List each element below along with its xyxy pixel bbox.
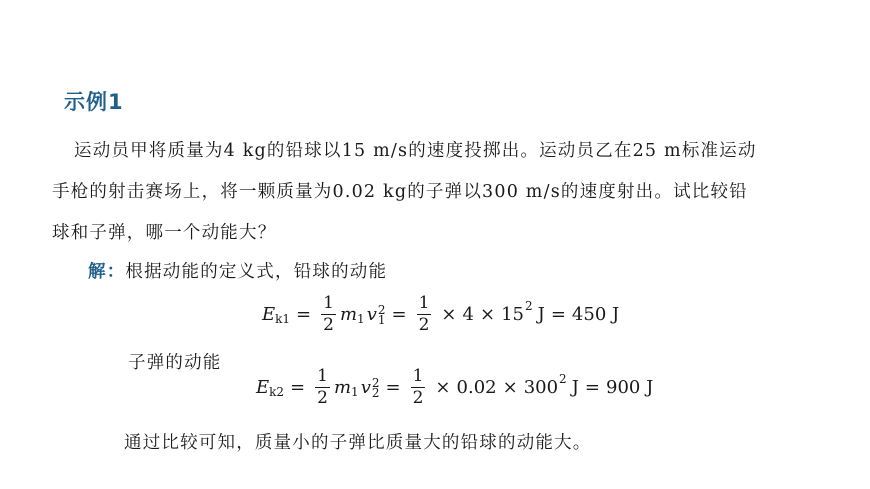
eq2-mass: 0.02 xyxy=(456,376,497,398)
eq1-m: m xyxy=(339,303,358,325)
problem-line-3: 球和子弹，哪一个动能大？ xyxy=(52,223,277,243)
eq1-half-fraction-2 xyxy=(417,293,432,336)
eq2-v-sup: 2 xyxy=(371,376,380,390)
eq1-lhs-symbol: E xyxy=(262,303,276,325)
eq1-equals-2: = xyxy=(391,303,407,325)
eq2-half-fraction xyxy=(315,366,330,409)
eq1-times-1: × xyxy=(441,303,457,325)
eq1-frac-den: 2 xyxy=(323,314,334,335)
eq1-unit: J xyxy=(537,303,545,325)
eq1-result: 450 J xyxy=(571,303,620,325)
eq2-times-1: × xyxy=(435,376,451,398)
eq1-mass: 4 xyxy=(462,303,474,325)
eq1-v: v xyxy=(366,303,377,325)
problem-line-2: 手枪的射击赛场上，将一颗质量为0.02 kg的子弹以300 m/s的速度射出。试比较铅 xyxy=(52,182,748,202)
eq1-frac-num: 1 xyxy=(323,292,334,313)
eq1-frac2-den: 2 xyxy=(418,314,430,335)
eq2-equals: = xyxy=(290,376,306,398)
conclusion-text: 通过比较可知，质量小的子弹比质量大的铅球的动能大。 xyxy=(124,433,592,453)
eq2-equals-2: = xyxy=(385,376,401,398)
eq2-v: v xyxy=(360,376,371,398)
eq1-speed-sup: 2 xyxy=(524,299,533,313)
bullet-ke-label: 子弹的动能 xyxy=(128,353,222,373)
example-title: 示例1 xyxy=(64,90,124,114)
solution-label: 解： xyxy=(88,262,126,282)
solution-intro: 根据动能的定义式，铅球的动能 xyxy=(125,262,388,282)
eq2-frac2-den: 2 xyxy=(412,387,424,408)
eq1-m-sub: 1 xyxy=(357,312,365,326)
eq1-frac2-num: 1 xyxy=(418,292,430,313)
eq2-frac-den: 2 xyxy=(317,387,328,408)
eq1-times-2: × xyxy=(479,303,496,325)
eq1-half-fraction xyxy=(321,293,336,336)
eq2-lhs-symbol: E xyxy=(256,376,270,398)
eq1-v-sub: 1 xyxy=(377,313,386,327)
eq2-unit: J xyxy=(571,376,579,398)
solution-heading xyxy=(88,258,387,283)
eq2-lhs-sub: k2 xyxy=(269,385,285,399)
eq1-v-scripts xyxy=(378,305,386,325)
eq1-equals: = xyxy=(296,303,312,325)
eq2-v-sub: 2 xyxy=(371,386,380,400)
eq1-v-sup: 2 xyxy=(377,303,386,317)
eq2-m-sub: 1 xyxy=(351,385,359,399)
eq2-result: 900 J xyxy=(606,376,654,398)
problem-line-1: 运动员甲将质量为4 kg的铅球以15 m/s的速度投掷出。运动员乙在25 m标准运动 xyxy=(74,141,757,161)
eq2-m: m xyxy=(333,376,352,398)
eq2-half-fraction-2 xyxy=(411,366,426,409)
eq2-speed: 300 xyxy=(523,376,559,398)
equation-bullet xyxy=(256,362,653,412)
eq1-lhs-sub: k1 xyxy=(275,312,291,326)
equation-shot-put xyxy=(262,289,619,339)
eq2-frac2-num: 1 xyxy=(412,365,424,386)
problem-text xyxy=(52,131,838,254)
eq1-speed: 15 xyxy=(501,303,524,325)
eq1-equals-3: = xyxy=(550,303,566,325)
eq2-equals-3: = xyxy=(584,376,600,398)
eq2-frac-num: 1 xyxy=(317,365,328,386)
eq2-v-scripts xyxy=(372,378,380,398)
eq2-times-2: × xyxy=(502,376,518,398)
eq2-speed-sup: 2 xyxy=(559,372,567,386)
